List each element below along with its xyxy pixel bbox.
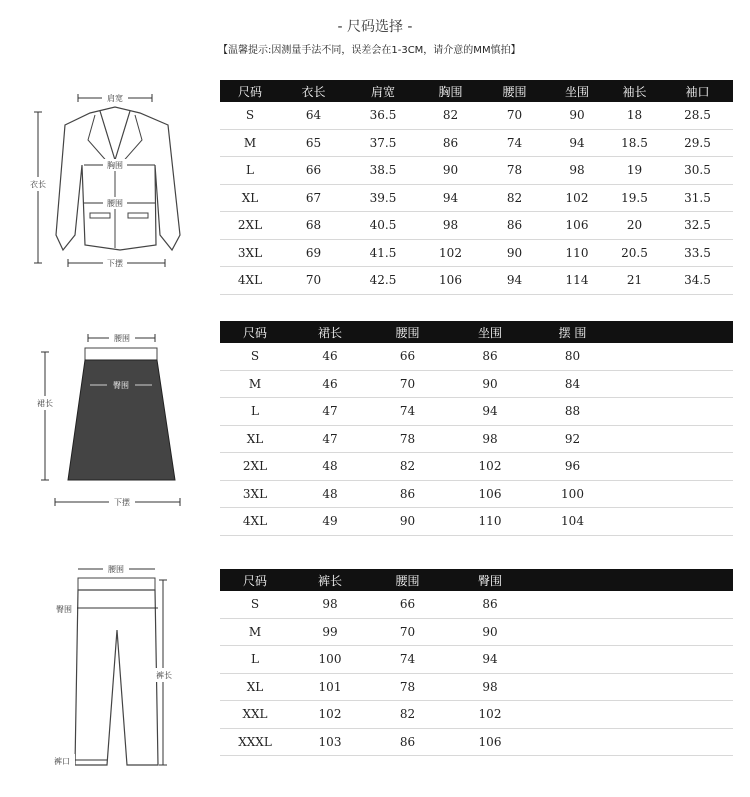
- cell: 29.5: [662, 129, 733, 157]
- cell: 110: [445, 508, 535, 536]
- table-row: [220, 157, 733, 185]
- col-size: 尺码: [220, 80, 280, 102]
- cell: 82: [419, 102, 482, 129]
- cell: 90: [445, 370, 535, 398]
- table-row: [220, 184, 733, 212]
- cell: 90: [445, 618, 535, 646]
- table-row: [220, 102, 733, 129]
- cell: 106: [547, 212, 607, 240]
- spacer: [610, 425, 733, 453]
- spacer: [535, 701, 733, 729]
- cell: L: [220, 157, 280, 185]
- spacer: [610, 508, 733, 536]
- spacer: [535, 646, 733, 674]
- cell: 2XL: [220, 453, 290, 481]
- cell: S: [220, 591, 290, 618]
- cell: XXXL: [220, 728, 290, 756]
- cell: XL: [220, 673, 290, 701]
- cell: 88: [535, 398, 610, 426]
- cell: 99: [290, 618, 370, 646]
- cell: 48: [290, 480, 370, 508]
- table-row: [220, 398, 733, 426]
- cell: 47: [290, 425, 370, 453]
- table-header: [220, 80, 733, 102]
- table-row: [220, 267, 733, 295]
- cell: 48: [290, 453, 370, 481]
- cell: 94: [419, 184, 482, 212]
- cell: XL: [220, 425, 290, 453]
- cell: 70: [482, 102, 547, 129]
- spacer: [610, 343, 733, 370]
- cell: 3XL: [220, 480, 290, 508]
- table-header: [220, 569, 733, 591]
- cell: 82: [370, 701, 445, 729]
- cell: 94: [445, 398, 535, 426]
- header-spacer: [610, 321, 733, 343]
- cell: M: [220, 370, 290, 398]
- jacket-size-table: [220, 80, 733, 295]
- cell: 106: [445, 728, 535, 756]
- table-row: [220, 129, 733, 157]
- spacer: [535, 673, 733, 701]
- cell: 106: [419, 267, 482, 295]
- cell: 70: [370, 370, 445, 398]
- pants-diagram: [45, 560, 185, 775]
- cell: 70: [370, 618, 445, 646]
- cell: 74: [482, 129, 547, 157]
- cell: 2XL: [220, 212, 280, 240]
- cell: 90: [419, 157, 482, 185]
- cell: S: [220, 343, 290, 370]
- header-spacer: [535, 569, 733, 591]
- col-hip: 坐围: [547, 80, 607, 102]
- cell: 28.5: [662, 102, 733, 129]
- skirt-length-label: 裙长: [37, 399, 53, 408]
- cell: 36.5: [347, 102, 419, 129]
- skirt-size-table: [220, 321, 733, 536]
- cell: 18.5: [607, 129, 662, 157]
- cell: 68: [280, 212, 347, 240]
- table-row: [220, 591, 733, 618]
- col-waist: 腰围: [370, 569, 445, 591]
- skirt-diagram: [30, 330, 195, 515]
- cell: 114: [547, 267, 607, 295]
- pants-cuff-label: 裤口: [54, 757, 70, 766]
- cell: 34.5: [662, 267, 733, 295]
- col-length: 裤长: [290, 569, 370, 591]
- cell: 86: [419, 129, 482, 157]
- cell: 100: [535, 480, 610, 508]
- cell: 101: [290, 673, 370, 701]
- skirt-waist-label: 腰围: [114, 334, 130, 343]
- skirt-hem-label: 下摆: [114, 498, 130, 507]
- cell: 92: [535, 425, 610, 453]
- cell: 86: [482, 212, 547, 240]
- hem-label: 下摆: [107, 259, 123, 268]
- table-row: [220, 728, 733, 756]
- cell: 102: [445, 453, 535, 481]
- table-row: [220, 646, 733, 674]
- cell: 98: [419, 212, 482, 240]
- cell: L: [220, 646, 290, 674]
- col-waist: 腰围: [370, 321, 445, 343]
- cell: 70: [280, 267, 347, 295]
- cell: 82: [370, 453, 445, 481]
- cell: M: [220, 618, 290, 646]
- pants-length-label: 裤长: [156, 671, 172, 680]
- col-length: 裙长: [290, 321, 370, 343]
- cell: 69: [280, 239, 347, 267]
- col-hem: 摆 围: [535, 321, 610, 343]
- cell: 40.5: [347, 212, 419, 240]
- cell: 33.5: [662, 239, 733, 267]
- table-row: [220, 453, 733, 481]
- cell: 86: [370, 728, 445, 756]
- spacer: [610, 480, 733, 508]
- page-title: - 尺码选择 -: [337, 19, 413, 35]
- cell: 21: [607, 267, 662, 295]
- cell: 66: [370, 343, 445, 370]
- col-shoulder: 肩宽: [347, 80, 419, 102]
- chest-label: 胸围: [107, 161, 123, 170]
- skirt-hip-label: 臀围: [113, 381, 129, 390]
- cell: XL: [220, 184, 280, 212]
- cell: XXL: [220, 701, 290, 729]
- cell: 74: [370, 646, 445, 674]
- cell: 102: [419, 239, 482, 267]
- table-row: [220, 701, 733, 729]
- cell: 19.5: [607, 184, 662, 212]
- table-row: [220, 239, 733, 267]
- cell: M: [220, 129, 280, 157]
- cell: 49: [290, 508, 370, 536]
- cell: 3XL: [220, 239, 280, 267]
- cell: 41.5: [347, 239, 419, 267]
- cell: 104: [535, 508, 610, 536]
- cell: 31.5: [662, 184, 733, 212]
- col-waist: 腰围: [482, 80, 547, 102]
- cell: 66: [370, 591, 445, 618]
- measurement-note: 【温馨提示:因测量手法不同，误差会在1-3CM，请介意的MM慎拍】: [218, 45, 521, 56]
- cell: 90: [370, 508, 445, 536]
- cell: 103: [290, 728, 370, 756]
- cell: 67: [280, 184, 347, 212]
- waist-label: 腰围: [107, 199, 123, 208]
- spacer: [535, 728, 733, 756]
- cell: 94: [547, 129, 607, 157]
- spacer: [610, 453, 733, 481]
- cell: 46: [290, 370, 370, 398]
- cell: 94: [445, 646, 535, 674]
- cell: 86: [445, 343, 535, 370]
- cell: 20: [607, 212, 662, 240]
- cell: 94: [482, 267, 547, 295]
- cell: 32.5: [662, 212, 733, 240]
- col-size: 尺码: [220, 321, 290, 343]
- table-row: [220, 480, 733, 508]
- shoulder-label: 肩宽: [107, 94, 123, 103]
- cell: 90: [482, 239, 547, 267]
- cell: 82: [482, 184, 547, 212]
- cell: 64: [280, 102, 347, 129]
- length-label: 衣长: [30, 180, 46, 189]
- col-cuff: 袖口: [662, 80, 733, 102]
- cell: 86: [370, 480, 445, 508]
- cell: 100: [290, 646, 370, 674]
- cell: 20.5: [607, 239, 662, 267]
- cell: 66: [280, 157, 347, 185]
- cell: 39.5: [347, 184, 419, 212]
- cell: 106: [445, 480, 535, 508]
- table-row: [220, 343, 733, 370]
- cell: 18: [607, 102, 662, 129]
- cell: 98: [290, 591, 370, 618]
- cell: 96: [535, 453, 610, 481]
- col-chest: 胸围: [419, 80, 482, 102]
- table-row: [220, 618, 733, 646]
- table-header: [220, 321, 733, 343]
- cell: 30.5: [662, 157, 733, 185]
- cell: 19: [607, 157, 662, 185]
- cell: 102: [445, 701, 535, 729]
- spacer: [535, 618, 733, 646]
- table-row: [220, 673, 733, 701]
- cell: 46: [290, 343, 370, 370]
- cell: S: [220, 102, 280, 129]
- cell: 98: [445, 425, 535, 453]
- cell: 98: [547, 157, 607, 185]
- cell: 37.5: [347, 129, 419, 157]
- cell: 4XL: [220, 508, 290, 536]
- table-row: [220, 425, 733, 453]
- cell: 65: [280, 129, 347, 157]
- cell: 102: [290, 701, 370, 729]
- col-size: 尺码: [220, 569, 290, 591]
- cell: 86: [445, 591, 535, 618]
- table-row: [220, 508, 733, 536]
- cell: 110: [547, 239, 607, 267]
- cell: 42.5: [347, 267, 419, 295]
- pants-size-table: [220, 569, 733, 756]
- cell: 78: [370, 425, 445, 453]
- cell: 47: [290, 398, 370, 426]
- col-sleeve: 袖长: [607, 80, 662, 102]
- cell: 90: [547, 102, 607, 129]
- cell: 80: [535, 343, 610, 370]
- pants-hip-label: 臀围: [56, 605, 72, 614]
- cell: 4XL: [220, 267, 280, 295]
- pants-waist-label: 腰围: [108, 565, 124, 574]
- jacket-diagram: [20, 85, 195, 285]
- table-row: [220, 212, 733, 240]
- col-length: 衣长: [280, 80, 347, 102]
- cell: L: [220, 398, 290, 426]
- col-hip: 臀围: [445, 569, 535, 591]
- cell: 78: [370, 673, 445, 701]
- cell: 98: [445, 673, 535, 701]
- table-row: [220, 370, 733, 398]
- cell: 78: [482, 157, 547, 185]
- cell: 102: [547, 184, 607, 212]
- cell: 74: [370, 398, 445, 426]
- spacer: [610, 398, 733, 426]
- cell: 84: [535, 370, 610, 398]
- spacer: [535, 591, 733, 618]
- spacer: [610, 370, 733, 398]
- cell: 38.5: [347, 157, 419, 185]
- col-hip: 坐围: [445, 321, 535, 343]
